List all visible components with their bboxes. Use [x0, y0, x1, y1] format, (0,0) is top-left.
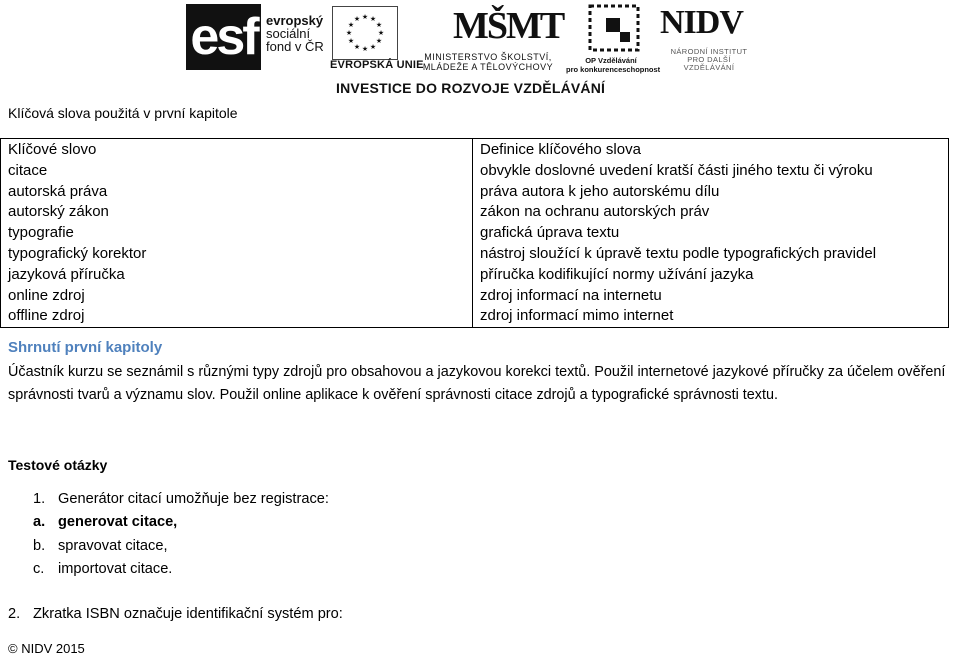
option-text: generovat citace, — [58, 514, 178, 530]
keywords-table — [0, 138, 949, 328]
definition-cell: nástroj sloužící k úpravě textu podle typografických pravidel — [480, 244, 877, 262]
term-cell: online zdroj — [8, 286, 85, 304]
esf-logo: esf — [186, 4, 261, 70]
nidv-logo: NIDV — [660, 4, 743, 41]
definition-cell: grafická úprava textu — [480, 224, 620, 242]
definitions-column — [473, 139, 949, 328]
svg-text:★: ★ — [369, 43, 377, 51]
term-cell: typografie — [8, 224, 74, 242]
svg-text:★: ★ — [353, 43, 361, 51]
svg-text:★: ★ — [361, 45, 369, 53]
svg-text:★: ★ — [361, 13, 369, 21]
svg-text:★: ★ — [375, 37, 383, 45]
logo-bar — [186, 0, 746, 100]
term-cell: citace — [8, 161, 48, 179]
definition-cell: zdroj informací na internetu — [480, 286, 662, 304]
op-vzdelavani-text: OP Vzdělávání pro konkurenceschopnost — [566, 56, 661, 74]
test-title: Testové otázky — [8, 457, 108, 473]
table-header-term: Klíčové slovo — [8, 141, 97, 158]
term-cell: autorský zákon — [8, 203, 109, 221]
summary-title: Shrnutí první kapitoly — [8, 339, 163, 356]
option-text: importovat citace. — [58, 561, 173, 577]
definition-cell: obvykle doslovné uvedení kratší části jiného textu či výroku — [480, 161, 873, 179]
definition-cell: práva autora k jeho autorskému dílu — [480, 182, 720, 200]
table-header-definition: Definice klíčového slova — [480, 141, 641, 158]
nidv-logo-text: NÁRODNÍ INSTITUT PRO DALŠÍ VZDĚLÁVÁNÍ — [670, 47, 748, 72]
option-letter: a. — [33, 514, 46, 530]
question-number: 2. — [8, 606, 21, 622]
definition-cell: zákon na ochranu autorských práv — [480, 203, 710, 221]
eu-flag-icon — [332, 6, 398, 60]
term-cell: jazyková příručka — [8, 265, 125, 283]
term-cell: autorská práva — [8, 182, 108, 200]
esf-logo-text: evropský sociální fond v ČR — [266, 13, 324, 54]
question-text: Generátor citací umožňuje bez registrace: — [58, 491, 329, 507]
definition-cell: příručka kodifikující normy užívání jazyka — [480, 265, 754, 283]
svg-text:★: ★ — [377, 29, 385, 37]
svg-text:★: ★ — [353, 15, 361, 23]
terms-column — [1, 139, 473, 328]
option-letter: c. — [33, 561, 45, 577]
table-row — [1, 139, 949, 328]
op-vzdelavani-logo-icon — [584, 4, 644, 54]
svg-text:★: ★ — [369, 15, 377, 23]
msmt-logo-text: MINISTERSTVO ŠKOLSTVÍ, MLÁDEŽE A TĚLOVÝCHOVY — [422, 52, 554, 72]
investice-slogan: INVESTICE DO ROZVOJE VZDĚLÁVÁNÍ — [336, 80, 606, 96]
msmt-logo: MŠMT — [453, 5, 564, 47]
question-text: Zkratka ISBN označuje identifikační systém pro: — [33, 606, 343, 622]
question-number: 1. — [33, 491, 46, 507]
summary-text: Účastník kurzu se seznámil s různými typy zdrojů pro obsahovou a jazykovou korekci textů. Použil internetové jazykové příručky za účelem ověření správnosti tvarů a významu slov. Použil online aplikace k ověření správnosti citace zdrojů a typografické správnosti textu. — [8, 364, 946, 403]
svg-text:★: ★ — [345, 29, 353, 37]
eu-label: EVROPSKÁ UNIE — [330, 59, 424, 71]
option-letter: b. — [33, 538, 46, 554]
definition-cell: zdroj informací mimo internet — [480, 307, 674, 325]
keywords-heading: Klíčová slova použitá v první kapitole — [8, 105, 238, 121]
option-text: spravovat citace, — [58, 538, 168, 554]
svg-text:★: ★ — [347, 37, 355, 45]
footer-copyright: © NIDV 2015 — [8, 641, 85, 656]
term-cell: offline zdroj — [8, 307, 85, 325]
svg-text:★: ★ — [375, 21, 383, 29]
term-cell: typografický korektor — [8, 244, 147, 262]
svg-text:★: ★ — [347, 21, 355, 29]
